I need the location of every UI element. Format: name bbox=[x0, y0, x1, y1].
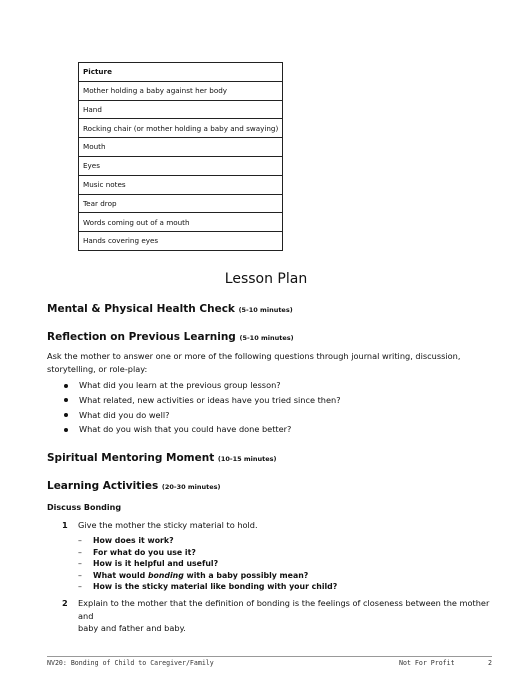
learning-duration: (20-30 minutes) bbox=[161, 483, 221, 491]
bullet-icon bbox=[64, 398, 68, 402]
list-item bbox=[47, 378, 341, 393]
list-item-text: with a baby possibly mean? bbox=[186, 570, 309, 580]
list-item bbox=[78, 535, 337, 547]
table-row bbox=[79, 138, 283, 157]
step-text bbox=[78, 597, 490, 635]
health-check-title: Mental & Physical Health Check bbox=[47, 303, 235, 315]
step-number: 2 bbox=[62, 598, 68, 608]
table-cell: Music notes bbox=[79, 175, 283, 194]
step-text-line2: baby and father and baby. bbox=[78, 623, 186, 633]
learning-title: Learning Activities bbox=[47, 480, 159, 492]
list-item-text: How does it work? bbox=[93, 536, 174, 545]
footer-divider bbox=[47, 656, 492, 657]
table-cell: Tear drop bbox=[79, 194, 283, 213]
footer-not-for-profit: Not For Profit bbox=[399, 659, 455, 667]
table-row bbox=[79, 156, 283, 175]
list-item bbox=[78, 570, 337, 582]
dash-icon: – bbox=[78, 559, 82, 568]
bullet-icon bbox=[64, 428, 68, 432]
table-cell: Eyes bbox=[79, 156, 283, 175]
lesson-plan-title: Lesson Plan bbox=[224, 271, 308, 287]
reflection-intro-line2: storytelling, or role-play: bbox=[47, 363, 148, 374]
table-cell: Rocking chair (or mother holding a baby and swaying) bbox=[79, 119, 283, 138]
dash-icon: – bbox=[78, 547, 82, 557]
list-item bbox=[47, 393, 341, 408]
reflection-title: Reflection on Previous Learning bbox=[47, 331, 236, 343]
reflection-duration: (5-10 minutes) bbox=[239, 334, 294, 342]
table-header-row bbox=[79, 63, 283, 82]
table-cell: Mother holding a baby against her body bbox=[79, 81, 283, 100]
spiritual-title: Spiritual Mentoring Moment bbox=[47, 452, 215, 464]
list-item-text: How is it helpful and useful? bbox=[93, 559, 219, 568]
table-row bbox=[79, 194, 283, 213]
bullet-icon bbox=[64, 413, 68, 417]
step-text: Give the mother the sticky material to hold. bbox=[78, 520, 258, 530]
table-row bbox=[79, 100, 283, 119]
health-check-heading bbox=[47, 302, 293, 317]
table-cell: Words coming out of a mouth bbox=[79, 213, 283, 232]
list-item-text: What would bbox=[93, 570, 146, 580]
reflection-question-list bbox=[47, 378, 341, 437]
list-item bbox=[78, 581, 337, 593]
list-item bbox=[78, 558, 337, 570]
table-row bbox=[79, 232, 283, 251]
dash-icon: – bbox=[78, 536, 82, 545]
list-item-text: For what do you use it? bbox=[93, 547, 196, 557]
picture-table bbox=[78, 62, 283, 251]
dash-icon: – bbox=[78, 582, 82, 591]
spiritual-heading bbox=[47, 451, 277, 466]
list-item bbox=[47, 408, 341, 423]
table-cell: Hands covering eyes bbox=[79, 232, 283, 251]
bullet-icon bbox=[64, 384, 68, 388]
list-item-emphasis: bonding bbox=[147, 570, 184, 580]
learning-heading bbox=[47, 479, 221, 494]
list-item-text: What do you wish that you could have done better? bbox=[79, 424, 292, 435]
health-check-duration: (5-10 minutes) bbox=[238, 306, 293, 314]
list-item-text: What did you do well? bbox=[79, 409, 170, 420]
footer-page-number: 2 bbox=[488, 659, 492, 667]
reflection-intro bbox=[47, 350, 492, 375]
discuss-bonding-subheading: Discuss Bonding bbox=[47, 503, 122, 512]
list-item-text: What did you learn at the previous group lesson? bbox=[79, 380, 281, 390]
list-item bbox=[78, 547, 337, 559]
step-text-line1: Explain to the mother that the definition of bonding is the feelings of closeness between the mother and bbox=[78, 598, 490, 621]
table-row bbox=[79, 175, 283, 194]
dash-icon: – bbox=[78, 570, 82, 580]
list-item-text: What related, new activities or ideas have you tried since then? bbox=[79, 394, 341, 405]
bonding-question-list bbox=[78, 535, 337, 593]
spiritual-duration: (10-15 minutes) bbox=[217, 455, 277, 463]
step-number: 1 bbox=[62, 520, 68, 530]
table-row bbox=[79, 213, 283, 232]
table-header: Picture bbox=[79, 63, 283, 82]
reflection-intro-line1: Ask the mother to answer one or more of the following questions through journal writing, discussion, bbox=[47, 351, 461, 361]
list-item bbox=[47, 422, 341, 437]
footer-course-title: NV20: Bonding of Child to Caregiver/Family bbox=[47, 659, 214, 667]
table-cell: Mouth bbox=[79, 138, 283, 157]
table-cell: Hand bbox=[79, 100, 283, 119]
table-row bbox=[79, 81, 283, 100]
table-row bbox=[79, 119, 283, 138]
reflection-heading bbox=[47, 330, 294, 345]
list-item-text: How is the sticky material like bonding with your child? bbox=[93, 582, 338, 591]
